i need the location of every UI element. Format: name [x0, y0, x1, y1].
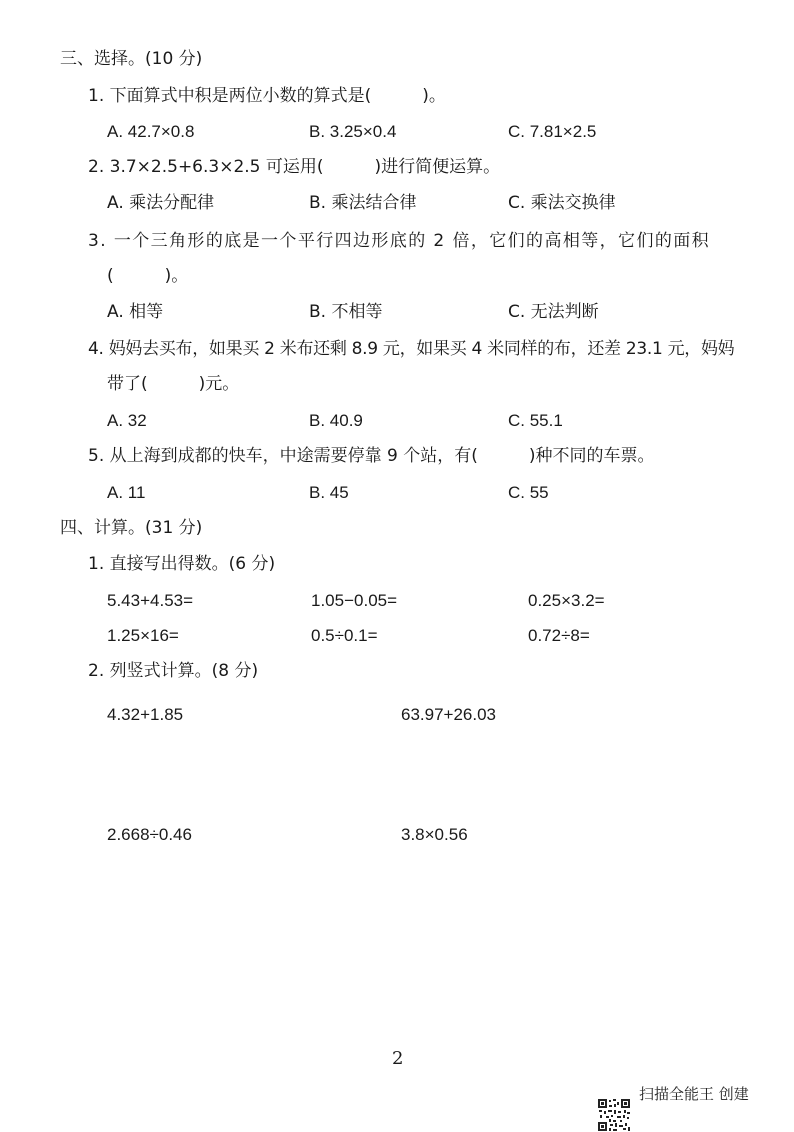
question-3-option-c: C. 无法判断: [508, 302, 599, 322]
question-4-stem-continued: 带了( )元。: [107, 374, 240, 394]
question-1-option-b: B. 3.25×0.4: [309, 122, 397, 141]
part-1-title: 1. 直接写出得数。(6 分): [88, 554, 276, 574]
oral-calc-item: 1.25×16=: [107, 626, 179, 645]
question-4-option-b: B. 40.9: [309, 411, 363, 430]
oral-calc-item: 5.43+4.53=: [107, 591, 194, 610]
section-4-title: 四、计算。(31 分): [60, 518, 203, 538]
question-3-stem-continued: ( )。: [107, 266, 189, 286]
question-4-stem: 4. 妈妈去买布，如果买 2 米布还剩 8.9 元，如果买 4 米同样的布，还差 23.1 元，妈妈: [88, 339, 735, 359]
question-5-option-c: C. 55: [508, 483, 549, 502]
qr-code-icon: [597, 1098, 631, 1132]
question-4-option-c: C. 55.1: [508, 411, 563, 430]
oral-calc-item: 1.05−0.05=: [311, 591, 398, 610]
question-5-stem: 5. 从上海到成都的快车，中途需要停靠 9 个站，有( )种不同的车票。: [88, 446, 655, 466]
question-2-stem: 2. 3.7×2.5+6.3×2.5 可运用( )进行简便运算。: [88, 157, 501, 177]
footer-scanner-label: 扫描全能王 创建: [639, 1085, 749, 1103]
vertical-calc-item: 3.8×0.56: [401, 825, 468, 844]
oral-calc-item: 0.5÷0.1=: [311, 626, 378, 645]
question-2-option-b: B. 乘法结合律: [309, 193, 417, 213]
question-3-stem: 3. 一个三角形的底是一个平行四边形底的 2 倍，它们的高相等，它们的面积: [88, 231, 711, 251]
oral-calc-item: 0.72÷8=: [528, 626, 590, 645]
vertical-calc-item: 4.32+1.85: [107, 705, 184, 724]
question-1-option-a: A. 42.7×0.8: [107, 122, 195, 141]
vertical-calc-item: 63.97+26.03: [401, 705, 497, 724]
question-4-option-a: A. 32: [107, 411, 147, 430]
question-2-option-a: A. 乘法分配律: [107, 193, 215, 213]
question-5-option-b: B. 45: [309, 483, 349, 502]
question-1-option-c: C. 7.81×2.5: [508, 122, 597, 141]
question-2-option-c: C. 乘法交换律: [508, 193, 616, 213]
question-3-option-a: A. 相等: [107, 302, 164, 322]
question-5-option-a: A. 11: [107, 483, 146, 502]
page-number: 2: [392, 1048, 404, 1069]
question-1-stem: 1. 下面算式中积是两位小数的算式是( )。: [88, 86, 446, 106]
part-2-title: 2. 列竖式计算。(8 分): [88, 661, 259, 681]
question-3-option-b: B. 不相等: [309, 302, 383, 322]
oral-calc-item: 0.25×3.2=: [528, 591, 605, 610]
section-3-title: 三、选择。(10 分): [60, 49, 203, 69]
vertical-calc-item: 2.668÷0.46: [107, 825, 192, 844]
